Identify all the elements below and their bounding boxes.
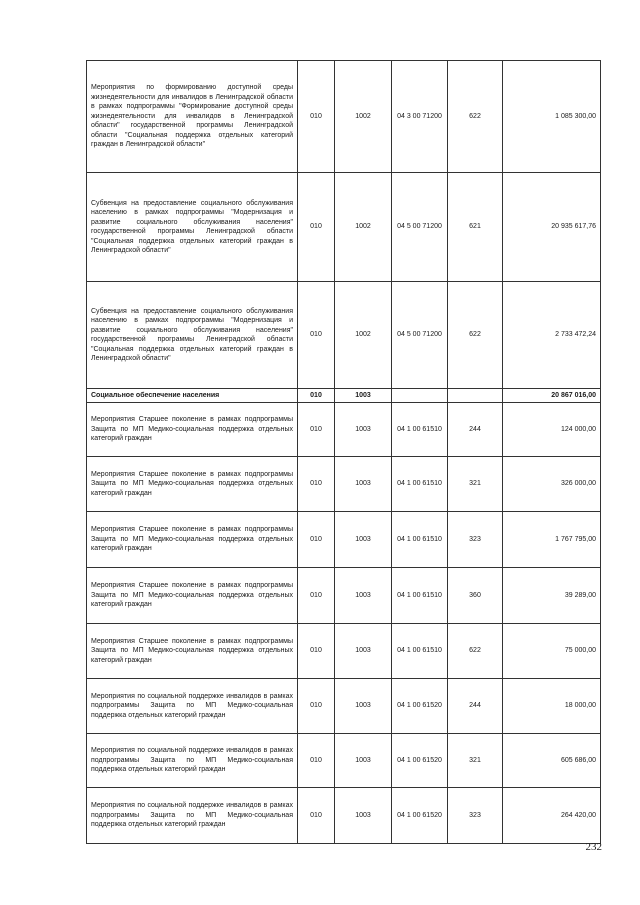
amount-cell: 39 289,00	[503, 568, 601, 624]
table-row	[87, 624, 601, 679]
grbs-code-cell: 010	[298, 173, 335, 282]
description-cell: Мероприятия по формированию доступной среды жизнедеятельности для инвалидов в Ленинградской области в рамках подпрограммы "Формирование доступной среды жизнедеятельности для инвалидов в Ленинградской области" государственной программы Ленинградской области "Социальная поддержка отдельных категорий граждан в Ленинградской области"	[87, 61, 298, 173]
target-article-cell: 04 1 00 61520	[392, 734, 448, 788]
table-row	[87, 788, 601, 844]
section-code-cell: 1003	[335, 568, 392, 624]
expense-type-cell: 621	[448, 173, 503, 282]
section-code-cell: 1003	[335, 734, 392, 788]
section-code-cell: 1003	[335, 389, 392, 403]
section-code-cell: 1002	[335, 282, 392, 389]
description-cell: Мероприятия по социальной поддержке инвалидов в рамках подпрограммы Защита по МП Медико-социальная поддержка отдельных категорий граждан	[87, 734, 298, 788]
section-code-cell: 1003	[335, 512, 392, 568]
target-article-cell	[392, 389, 448, 403]
grbs-code-cell: 010	[298, 457, 335, 512]
grbs-code-cell: 010	[298, 568, 335, 624]
table-row	[87, 61, 601, 173]
description-cell: Мероприятия Старшее поколение в рамках подпрограммы Защита по МП Медико-социальная поддержка отдельных категорий граждан	[87, 568, 298, 624]
target-article-cell: 04 1 00 61520	[392, 788, 448, 844]
amount-cell: 124 000,00	[503, 403, 601, 457]
grbs-code-cell: 010	[298, 512, 335, 568]
amount-cell: 1 085 300,00	[503, 61, 601, 173]
target-article-cell: 04 1 00 61520	[392, 679, 448, 734]
table-row	[87, 173, 601, 282]
description-cell: Мероприятия Старшее поколение в рамках подпрограммы Защита по МП Медико-социальная поддержка отдельных категорий граждан	[87, 624, 298, 679]
grbs-code-cell: 010	[298, 788, 335, 844]
amount-cell: 326 000,00	[503, 457, 601, 512]
grbs-code-cell: 010	[298, 61, 335, 173]
expense-type-cell: 321	[448, 457, 503, 512]
target-article-cell: 04 5 00 71200	[392, 173, 448, 282]
description-cell: Мероприятия Старшее поколение в рамках подпрограммы Защита по МП Медико-социальная поддержка отдельных категорий граждан	[87, 457, 298, 512]
section-code-cell: 1002	[335, 173, 392, 282]
table-row	[87, 568, 601, 624]
section-title-cell: Социальное обеспечение населения	[87, 389, 298, 403]
section-code-cell: 1002	[335, 61, 392, 173]
description-cell: Субвенция на предоставление социального обслуживания населению в рамках подпрограммы "Модернизация и развитие социального обслуживания населения" государственной программы Ленинградской области "Социальная поддержка отдельных категорий граждан в Ленинградской области"	[87, 282, 298, 389]
amount-cell: 75 000,00	[503, 624, 601, 679]
expense-type-cell	[448, 389, 503, 403]
expense-type-cell: 622	[448, 282, 503, 389]
section-code-cell: 1003	[335, 624, 392, 679]
target-article-cell: 04 3 00 71200	[392, 61, 448, 173]
description-cell: Мероприятия Старшее поколение в рамках подпрограммы Защита по МП Медико-социальная поддержка отдельных категорий граждан	[87, 403, 298, 457]
amount-cell: 264 420,00	[503, 788, 601, 844]
expense-type-cell: 323	[448, 788, 503, 844]
expense-type-cell: 360	[448, 568, 503, 624]
grbs-code-cell: 010	[298, 679, 335, 734]
page-number: 232	[585, 841, 602, 853]
amount-cell: 1 767 795,00	[503, 512, 601, 568]
grbs-code-cell: 010	[298, 282, 335, 389]
grbs-code-cell: 010	[298, 389, 335, 403]
description-cell: Мероприятия Старшее поколение в рамках подпрограммы Защита по МП Медико-социальная поддержка отдельных категорий граждан	[87, 512, 298, 568]
section-code-cell: 1003	[335, 403, 392, 457]
target-article-cell: 04 5 00 71200	[392, 282, 448, 389]
grbs-code-cell: 010	[298, 734, 335, 788]
section-total-row	[87, 389, 601, 403]
amount-cell: 18 000,00	[503, 679, 601, 734]
target-article-cell: 04 1 00 61510	[392, 568, 448, 624]
section-code-cell: 1003	[335, 679, 392, 734]
amount-cell: 605 686,00	[503, 734, 601, 788]
amount-cell: 2 733 472,24	[503, 282, 601, 389]
expense-type-cell: 321	[448, 734, 503, 788]
section-code-cell: 1003	[335, 788, 392, 844]
target-article-cell: 04 1 00 61510	[392, 403, 448, 457]
section-code-cell: 1003	[335, 457, 392, 512]
target-article-cell: 04 1 00 61510	[392, 624, 448, 679]
amount-cell: 20 935 617,76	[503, 173, 601, 282]
expense-type-cell: 622	[448, 61, 503, 173]
expense-type-cell: 323	[448, 512, 503, 568]
budget-table	[86, 60, 601, 844]
grbs-code-cell: 010	[298, 403, 335, 457]
expense-type-cell: 244	[448, 679, 503, 734]
amount-cell: 20 867 016,00	[503, 389, 601, 403]
description-cell: Мероприятия по социальной поддержке инвалидов в рамках подпрограммы Защита по МП Медико-социальная поддержка отдельных категорий граждан	[87, 788, 298, 844]
expense-type-cell: 244	[448, 403, 503, 457]
grbs-code-cell: 010	[298, 624, 335, 679]
expense-type-cell: 622	[448, 624, 503, 679]
description-cell: Субвенция на предоставление социального обслуживания населению в рамках подпрограммы "Модернизация и развитие социального обслуживания населения" государственной программы Ленинградской области "Социальная поддержка отдельных категорий граждан в Ленинградской области"	[87, 173, 298, 282]
table-row	[87, 679, 601, 734]
table-row	[87, 282, 601, 389]
table-row	[87, 734, 601, 788]
table-row	[87, 403, 601, 457]
target-article-cell: 04 1 00 61510	[392, 457, 448, 512]
table-row	[87, 512, 601, 568]
table-row	[87, 457, 601, 512]
target-article-cell: 04 1 00 61510	[392, 512, 448, 568]
description-cell: Мероприятия по социальной поддержке инвалидов в рамках подпрограммы Защита по МП Медико-социальная поддержка отдельных категорий граждан	[87, 679, 298, 734]
